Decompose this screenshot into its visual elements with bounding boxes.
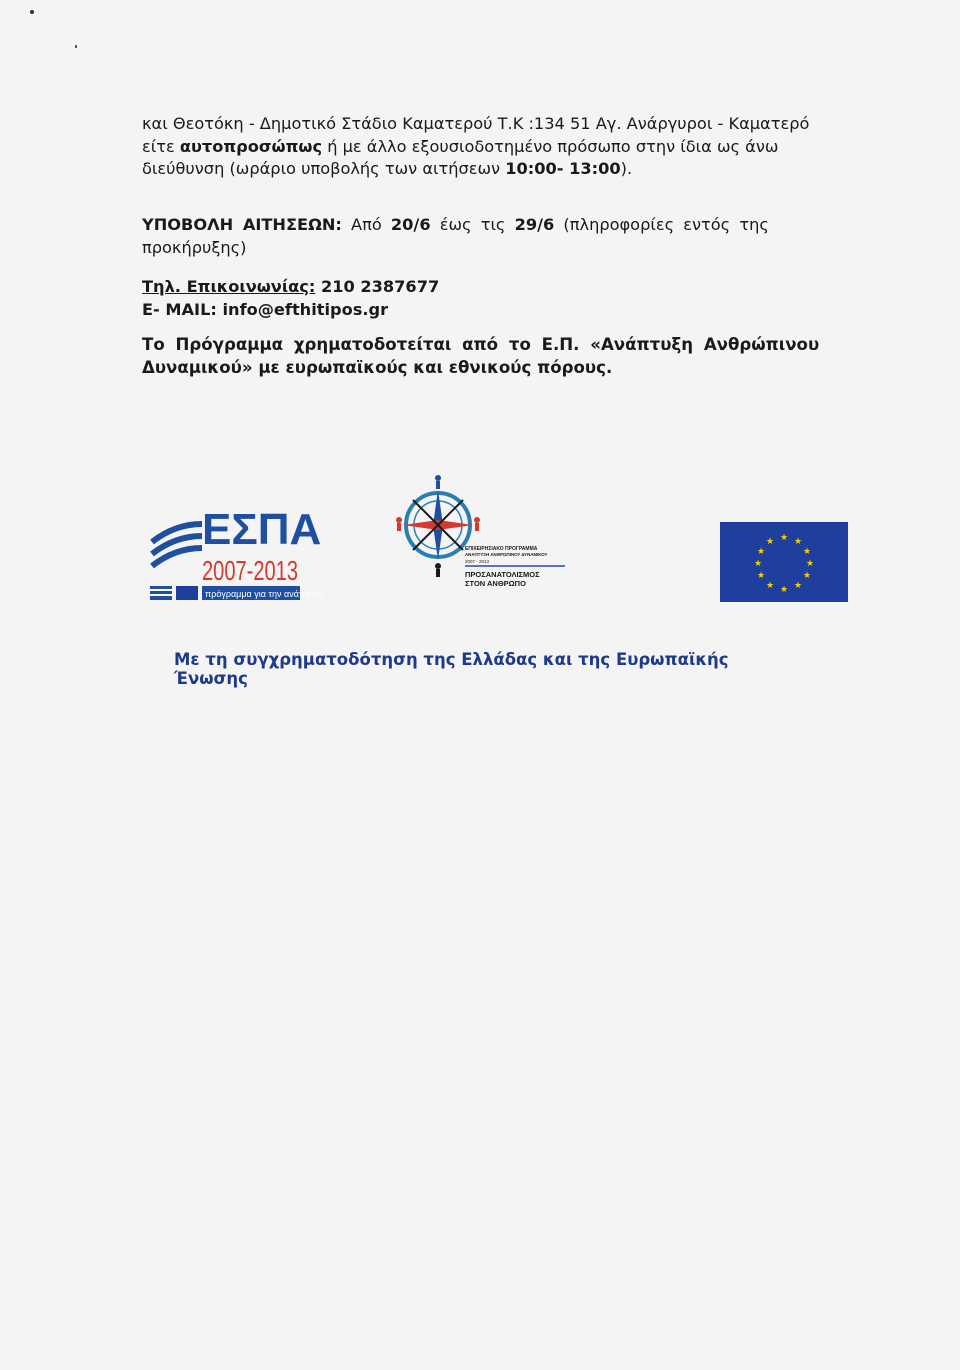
funding-line-1: Το Πρόγραμμα χρηματοδοτείται από το Ε.Π. «Ανάπτυξη Ανθρώπινου <box>142 335 820 354</box>
svg-text:★: ★ <box>756 547 766 557</box>
phone-label: Τηλ. Επικοινωνίας: <box>142 277 316 296</box>
contact-block <box>142 276 822 321</box>
text-run: ή με άλλο εξουσιοδοτημένο πρόσωπο στην ίδια ως άνω <box>322 136 779 156</box>
svg-text:★: ★ <box>805 559 815 569</box>
cofunding-statement: Με τη συγχρηματοδότηση της Ελλάδας και της Ευρωπαϊκής Ένωσης <box>174 650 729 688</box>
phone-line <box>142 276 822 299</box>
address-line-3 <box>142 158 822 181</box>
scan-speck <box>30 10 34 14</box>
text-run: ). <box>620 159 633 178</box>
email-line: E- MAIL: info@efthitipos.gr <box>142 299 389 319</box>
text-run: Από <box>341 215 391 234</box>
espa-years: 2007-2013 <box>202 555 298 586</box>
svg-text:★: ★ <box>802 571 812 581</box>
phone-number: 210 2387677 <box>315 277 440 296</box>
submission-line-2: προκήρυξης) <box>142 237 247 257</box>
person-icon <box>396 517 402 523</box>
svg-text:★: ★ <box>793 581 803 591</box>
svg-text:★: ★ <box>765 581 775 591</box>
start-date: 20/6 <box>390 215 431 234</box>
svg-text:★: ★ <box>756 571 766 581</box>
submission-label: ΥΠΟΒΟΛΗ ΑΙΤΗΣΕΩΝ: <box>142 215 342 234</box>
funding-paragraph <box>142 334 822 379</box>
funding-line-2: Δυναμικού» με ευρωπαϊκούς και εθνικούς πόρους. <box>142 357 613 377</box>
svg-text:★: ★ <box>779 585 789 595</box>
person-icon <box>435 563 441 569</box>
text-run: είτε <box>142 136 180 156</box>
op-slogan-line-1: ΠΡΟΣΑΝΑΤΟΛΙΣΜΟΣ <box>465 570 540 579</box>
eu-flag-icon <box>176 586 198 600</box>
submission-paragraph <box>142 214 822 259</box>
eu-flag-logo <box>720 522 848 602</box>
svg-text:★: ★ <box>802 547 812 557</box>
espa-title: ΕΣΠΑ <box>202 505 322 554</box>
svg-text:★: ★ <box>793 537 803 547</box>
hours-bold: 10:00- 13:00 <box>505 159 621 178</box>
svg-text:★: ★ <box>779 533 789 543</box>
greek-flag-icon <box>150 586 172 600</box>
text-run: (πληροφορίες εντός της <box>554 215 769 234</box>
espa-tagline: πρόγραμμα για την ανάπτυξη <box>205 589 323 599</box>
espa-logo <box>150 494 323 604</box>
end-date: 29/6 <box>514 215 555 234</box>
person-icon <box>435 475 441 481</box>
text-run: διεύθυνση (ωράριο υποβολής των αιτήσεων <box>142 159 506 178</box>
address-line-1: και Θεοτόκη - Δημοτικό Στάδιο Καματερού Τ.Κ :134 51 Αγ. Ανάργυροι - Καματερό <box>142 114 810 133</box>
op-slogan-line-2: ΣΤΟΝ ΑΝΘΡΩΠΟ <box>465 579 526 588</box>
address-paragraph <box>142 113 822 181</box>
op-compass-logo <box>393 470 568 600</box>
op-name-line-2: ΑΝΑΠΤΥΞΗ ΑΝΘΡΩΠΙΝΟΥ ΔΥΝΑΜΙΚΟΥ <box>465 552 548 557</box>
svg-text:★: ★ <box>753 559 763 569</box>
in-person-bold: αυτοπροσώπως <box>179 136 323 156</box>
op-years: 2007 - 2013 <box>465 559 490 564</box>
op-name-line-1: ΕΠΙΧΕΙΡΗΣΙΑΚΟ ΠΡΟΓΡΑΜΜΑ <box>465 546 538 552</box>
logos-row <box>0 470 960 610</box>
text-run: έως τις <box>430 215 515 234</box>
submission-line-1 <box>142 214 822 237</box>
address-line-2 <box>142 136 822 159</box>
scan-speck <box>75 45 77 48</box>
svg-text:★: ★ <box>765 537 775 547</box>
person-icon <box>474 517 480 523</box>
